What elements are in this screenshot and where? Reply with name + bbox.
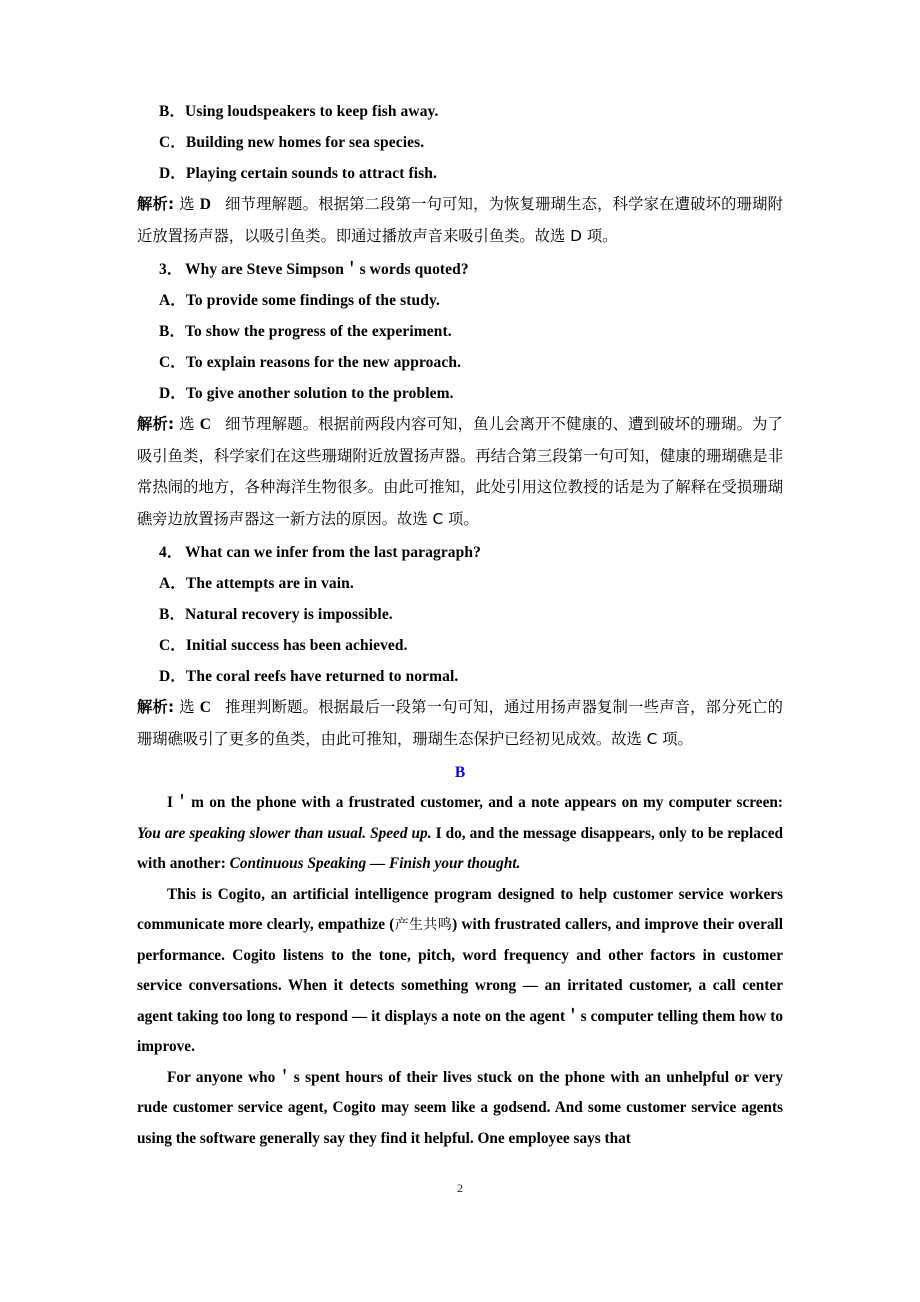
option-text: To provide some findings of the study. bbox=[185, 292, 440, 309]
analysis-type: 细节理解题。 bbox=[224, 415, 319, 433]
option-row[interactable] bbox=[137, 568, 783, 599]
passage-paragraph bbox=[137, 880, 783, 1063]
passage-section-label: B bbox=[454, 764, 466, 781]
option-label: D． bbox=[159, 668, 186, 685]
question-number: 3． bbox=[159, 261, 183, 278]
option-row[interactable] bbox=[137, 127, 783, 158]
question-text: Why are Steve Simpson＇s words quoted? bbox=[185, 261, 469, 278]
option-text: Natural recovery is impossible. bbox=[185, 606, 393, 623]
question-number: 4． bbox=[159, 544, 183, 561]
analysis-type: 推理判断题。 bbox=[224, 698, 319, 716]
analysis-block bbox=[137, 189, 783, 252]
option-text: To show the progress of the experiment. bbox=[185, 323, 452, 340]
passage-italic-text: Continuous Speaking — Finish your thought. bbox=[229, 855, 521, 872]
analysis-header: 解析: bbox=[137, 195, 175, 213]
passage-text: ) with frustrated callers, and improve their overall performance. Cogito listens to the tone, pitch, word frequency and other factors in customer service conversations. When it detects something wrong — an irritated customer, a call center agent taking too long to respond — it displays a note on the agent＇s computer telling them how to improve. bbox=[137, 916, 784, 1055]
option-row[interactable] bbox=[137, 661, 783, 692]
option-label: B． bbox=[159, 103, 186, 120]
option-text: Playing certain sounds to attract fish. bbox=[185, 165, 437, 182]
option-row[interactable] bbox=[137, 316, 783, 347]
option-text: The coral reefs have returned to normal. bbox=[185, 668, 459, 685]
analysis-choice: C bbox=[199, 699, 211, 716]
analysis-choice-prefix: 选 bbox=[179, 415, 195, 433]
option-row[interactable] bbox=[137, 630, 783, 661]
analysis-choice-prefix: 选 bbox=[179, 698, 195, 716]
option-label: C． bbox=[159, 354, 186, 371]
question-stem bbox=[137, 537, 783, 568]
passage-gloss-text: 产生共鸣 bbox=[394, 917, 453, 933]
question-text: What can we infer from the last paragraph? bbox=[185, 544, 481, 561]
analysis-choice: C bbox=[199, 416, 211, 433]
analysis-choice-prefix: 选 bbox=[179, 195, 195, 213]
passage-paragraph bbox=[137, 1063, 783, 1155]
analysis-type: 细节理解题。 bbox=[224, 195, 319, 213]
option-label: B． bbox=[159, 323, 186, 340]
analysis-block bbox=[137, 692, 783, 755]
option-row[interactable] bbox=[137, 599, 783, 630]
analysis-choice: D bbox=[199, 196, 211, 213]
option-row[interactable] bbox=[137, 285, 783, 316]
option-row[interactable] bbox=[137, 347, 783, 378]
page-number: 2 bbox=[457, 1181, 463, 1195]
option-text: Initial success has been achieved. bbox=[185, 637, 408, 654]
option-text: The attempts are in vain. bbox=[185, 575, 354, 592]
analysis-body: 根据第二段第一句可知，为恢复珊瑚生态，科学家在遭破坏的珊瑚附近放置扬声器，以吸引鱼类。即通过播放声音来吸引鱼类。故选 D 项。 bbox=[137, 195, 783, 245]
option-row[interactable] bbox=[137, 158, 783, 189]
passage-italic-text: You are speaking slower than usual. Speed up. bbox=[137, 824, 432, 842]
passage-text: I do, and the message disappears, only to be replaced with another: bbox=[137, 824, 783, 872]
analysis-body: 根据最后一段第一句可知，通过用扬声器复制一些声音，部分死亡的珊瑚礁吸引了更多的鱼类，由此可推知，珊瑚生态保护已经初见成效。故选 C 项。 bbox=[137, 698, 783, 748]
passage-paragraph bbox=[137, 788, 783, 880]
analysis-header: 解析: bbox=[137, 415, 175, 433]
passage-text: This is Cogito, an artificial intelligence program designed to help customer service workers communicate more clearly, empathize ( bbox=[137, 885, 783, 933]
question-stem bbox=[137, 254, 783, 285]
option-text: Building new homes for sea species. bbox=[185, 134, 425, 151]
option-text: To explain reasons for the new approach. bbox=[185, 354, 462, 371]
option-label: C． bbox=[159, 637, 186, 654]
passage-text: I＇m on the phone with a frustrated customer, and a note appears on my computer screen: bbox=[167, 794, 783, 811]
analysis-header: 解析: bbox=[137, 698, 175, 716]
analysis-block bbox=[137, 409, 783, 535]
option-label: D． bbox=[159, 165, 186, 182]
option-text: To give another solution to the problem. bbox=[185, 385, 454, 402]
analysis-body: 根据前两段内容可知，鱼儿会离开不健康的、遭到破坏的珊瑚。为了吸引鱼类，科学家们在这些珊瑚附近放置扬声器。再结合第三段第一句可知，健康的珊瑚礁是非常热闹的地方，各种海洋生物很多。由此可推知，此处引用这位教授的话是为了解释在受损珊瑚礁旁边放置扬声器这一新方法的原因。故选 C 项。 bbox=[137, 415, 783, 528]
page-content bbox=[137, 96, 783, 1154]
option-row[interactable] bbox=[137, 378, 783, 409]
passage-text: For anyone who＇s spent hours of their lives stuck on the phone with an unhelpful or very rude customer service agent, Cogito may seem like a godsend. And some customer service agents using the software generally say they find it helpful. One employee says that bbox=[137, 1068, 783, 1147]
option-row[interactable] bbox=[137, 96, 783, 127]
option-label: C． bbox=[159, 134, 186, 151]
option-text: Using loudspeakers to keep fish away. bbox=[185, 103, 439, 120]
option-label: D． bbox=[159, 385, 186, 402]
option-label: B． bbox=[159, 606, 186, 623]
option-label: A． bbox=[159, 292, 186, 309]
option-label: A． bbox=[159, 575, 186, 592]
